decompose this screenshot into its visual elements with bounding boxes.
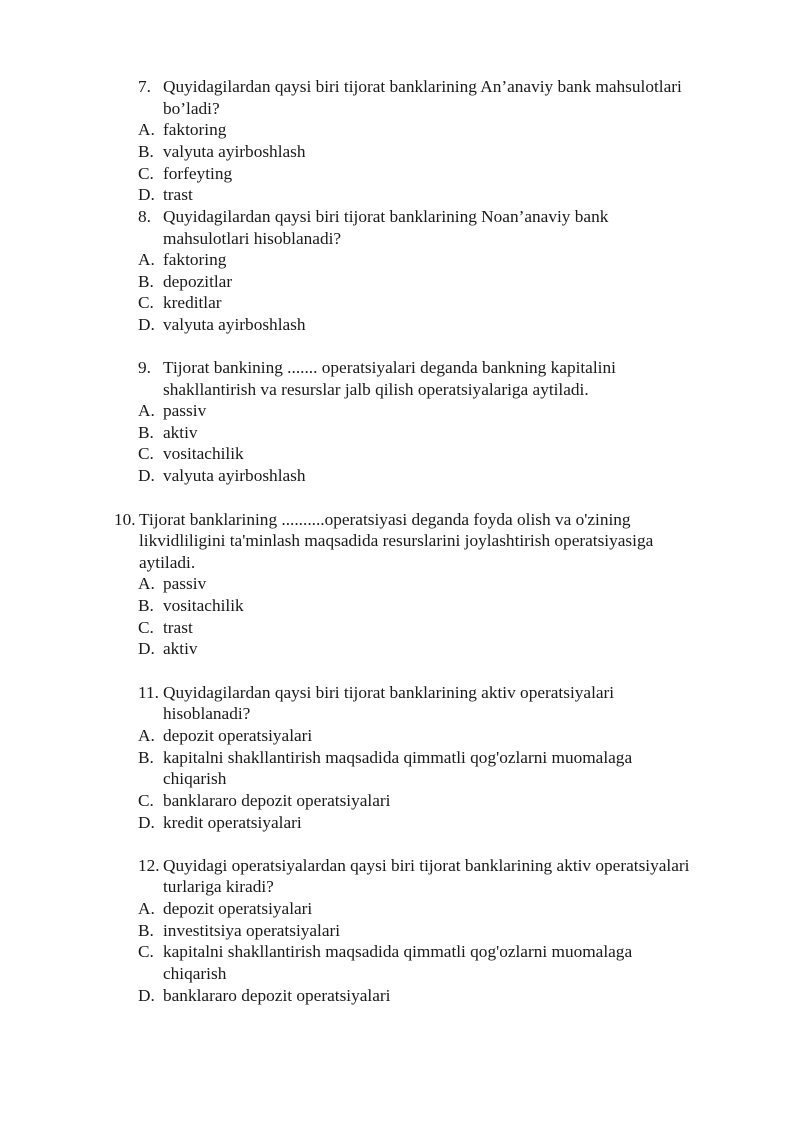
question-number: 7. xyxy=(138,77,151,96)
question-text: Quyidagi operatsiyalardan qaysi biri tijorat banklarining aktiv operatsiyalari xyxy=(163,856,690,875)
option-text: banklararo depozit operatsiyalari xyxy=(163,791,391,810)
option-letter: D. xyxy=(138,986,155,1005)
option-text: forfeyting xyxy=(163,164,233,183)
option-letter: C. xyxy=(138,293,154,312)
question-text: aytiladi. xyxy=(139,553,196,572)
option-text: depozitlar xyxy=(163,272,233,291)
option-text: faktoring xyxy=(163,250,227,269)
option-text: valyuta ayirboshlash xyxy=(163,315,306,334)
option-letter: A. xyxy=(138,726,155,745)
option-text: vositachilik xyxy=(163,444,244,463)
question-number: 9. xyxy=(138,358,151,377)
option-letter: D. xyxy=(138,185,155,204)
option-text: aktiv xyxy=(163,423,198,442)
option-text: trast xyxy=(163,185,193,204)
question-text: likvidliligini ta'minlash maqsadida resurslarini joylashtirish operatsiyasiga xyxy=(139,531,654,550)
option-text: faktoring xyxy=(163,120,227,139)
option-text: chiqarish xyxy=(163,964,227,983)
question-number: 11. xyxy=(138,683,159,702)
question-text: Quyidagilardan qaysi biri tijorat banklarining An’anaviy bank mahsulotlari xyxy=(163,77,682,96)
option-letter: A. xyxy=(138,574,155,593)
option-letter: A. xyxy=(138,250,155,269)
option-letter: B. xyxy=(138,748,154,767)
option-letter: C. xyxy=(138,618,154,637)
option-letter: B. xyxy=(138,142,154,161)
question-text: Tijorat banklarining ..........operatsiyasi deganda foyda olish va o'zining xyxy=(139,510,631,529)
option-text: banklararo depozit operatsiyalari xyxy=(163,986,391,1005)
option-letter: D. xyxy=(138,639,155,658)
option-text: aktiv xyxy=(163,639,198,658)
question-text: bo’ladi? xyxy=(163,99,220,118)
option-letter: C. xyxy=(138,791,154,810)
option-text: chiqarish xyxy=(163,769,227,788)
option-letter: D. xyxy=(138,813,155,832)
question-text: Quyidagilardan qaysi biri tijorat banklarining aktiv operatsiyalari xyxy=(163,683,615,702)
option-letter: D. xyxy=(138,466,155,485)
question-text: Tijorat bankining ....... operatsiyalari deganda bankning kapitalini xyxy=(163,358,616,377)
question-text: turlariga kiradi? xyxy=(163,877,274,896)
option-text: trast xyxy=(163,618,193,637)
option-letter: C. xyxy=(138,444,154,463)
option-letter: B. xyxy=(138,272,154,291)
option-text: kreditlar xyxy=(163,293,222,312)
question-text: Quyidagilardan qaysi biri tijorat banklarining Noan’anaviy bank xyxy=(163,207,609,226)
option-letter: B. xyxy=(138,921,154,940)
option-text: passiv xyxy=(163,401,207,420)
option-letter: A. xyxy=(138,401,155,420)
option-letter: C. xyxy=(138,942,154,961)
option-letter: B. xyxy=(138,423,154,442)
option-text: valyuta ayirboshlash xyxy=(163,142,306,161)
option-letter: A. xyxy=(138,120,155,139)
option-text: vositachilik xyxy=(163,596,244,615)
question-text: shakllantirish va resurslar jalb qilish operatsiyalariga aytiladi. xyxy=(163,380,589,399)
option-text: passiv xyxy=(163,574,207,593)
question-text: mahsulotlari hisoblanadi? xyxy=(163,229,342,248)
option-text: valyuta ayirboshlash xyxy=(163,466,306,485)
option-text: investitsiya operatsiyalari xyxy=(163,921,341,940)
question-number: 10. xyxy=(114,510,136,529)
option-letter: A. xyxy=(138,899,155,918)
option-letter: B. xyxy=(138,596,154,615)
option-text: depozit operatsiyalari xyxy=(163,899,313,918)
question-number: 8. xyxy=(138,207,151,226)
option-text: kapitalni shakllantirish maqsadida qimmatli qog'ozlarni muomalaga xyxy=(163,748,633,767)
option-text: kapitalni shakllantirish maqsadida qimmatli qog'ozlarni muomalaga xyxy=(163,942,633,961)
option-text: depozit operatsiyalari xyxy=(163,726,313,745)
option-letter: D. xyxy=(138,315,155,334)
question-text: hisoblanadi? xyxy=(163,704,251,723)
question-number: 12. xyxy=(138,856,160,875)
option-letter: C. xyxy=(138,164,154,183)
option-text: kredit operatsiyalari xyxy=(163,813,302,832)
